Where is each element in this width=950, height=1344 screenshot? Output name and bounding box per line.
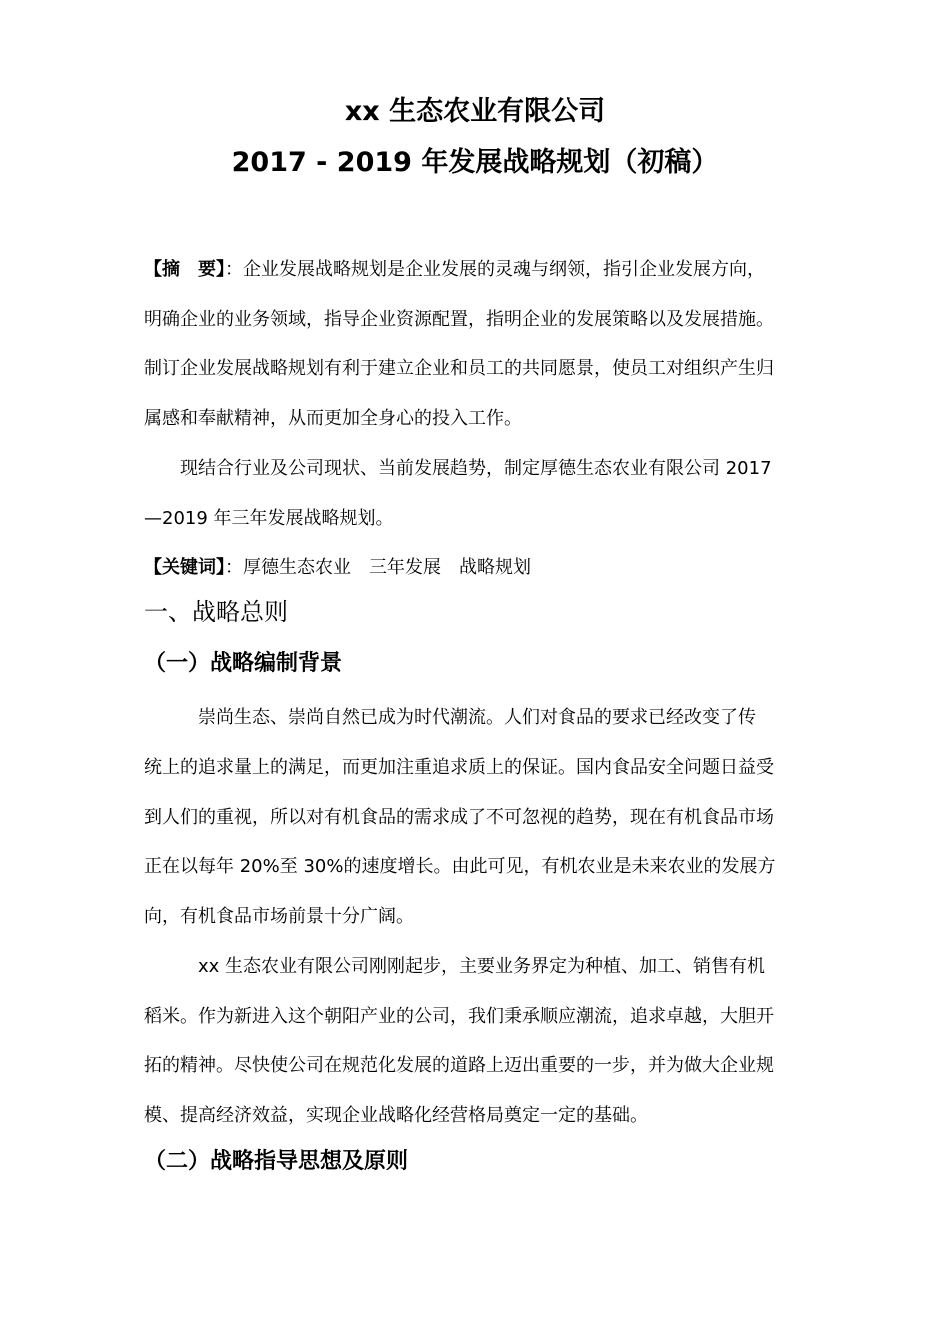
abstract-text-1: 企业发展战略规划是企业发展的灵魂与纲领，指引企业发展方向， bbox=[243, 259, 765, 280]
background-para2-line-1: xx 生态农业有限公司刚刚起步，主要业务界定为种植、加工、销售有机 bbox=[144, 956, 766, 977]
abstract-para2-line-2: —2019 年三年发展战略规划。 bbox=[144, 508, 394, 529]
keyword-item: 厚德生态农业 bbox=[243, 557, 351, 578]
document-title-plan: 2017 - 2019 年发展战略规划（初稿） bbox=[231, 147, 719, 178]
keywords-label: 【关键词】 bbox=[144, 557, 225, 578]
background-para1-line-4: 正在以每年 20%至 30%的速度增长。由此可见，有机农业是未来农业的发展方 bbox=[144, 856, 776, 877]
background-para1-line-1: 崇尚生态、崇尚自然已成为时代潮流。人们对食品的要求已经改变了传 bbox=[144, 707, 756, 728]
background-para1-line-2: 统上的追求量上的满足，而更加注重追求质上的保证。国内食品安全问题日益受 bbox=[144, 757, 774, 778]
background-para2-line-4: 模、提高经济效益，实现企业战略化经营格局奠定一定的基础。 bbox=[144, 1105, 648, 1126]
abstract-line-2: 明确企业的业务领域，指导企业资源配置，指明企业的发展策略以及发展措施。 bbox=[144, 309, 774, 330]
background-para2-line-3: 拓的精神。尽快使公司在规范化发展的道路上迈出重要的一步，并为做大企业规 bbox=[144, 1055, 774, 1076]
abstract-line-4: 属感和奉献精神，从而更加全身心的投入工作。 bbox=[144, 408, 522, 429]
abstract-para2-line-1: 现结合行业及公司现状、当前发展趋势，制定厚德生态农业有限公司 2017 bbox=[144, 458, 772, 479]
background-para1-line-3: 到人们的重视，所以对有机食品的需求成了不可忽视的趋势，现在有机食品市场 bbox=[144, 807, 774, 828]
abstract-line-1 bbox=[144, 258, 765, 282]
background-para1-line-5: 向，有机食品市场前景十分广阔。 bbox=[144, 906, 414, 927]
subsection-heading-background: （一）战略编制背景 bbox=[144, 651, 343, 676]
subsection-heading-guiding-principles: （二）战略指导思想及原则 bbox=[144, 1149, 409, 1174]
keywords-line bbox=[144, 556, 531, 580]
background-para2-line-2: 稻米。作为新进入这个朝阳产业的公司，我们秉承顺应潮流，追求卓越，大胆开 bbox=[144, 1006, 774, 1027]
document-title-company: xx 生态农业有限公司 bbox=[344, 96, 606, 127]
abstract-sep: ： bbox=[225, 259, 243, 280]
keywords-sep: ： bbox=[225, 557, 243, 578]
abstract-line-3: 制订企业发展战略规划有利于建立企业和员工的共同愿景，使员工对组织产生归 bbox=[144, 358, 774, 379]
abstract-label: 【摘 要】 bbox=[144, 259, 225, 280]
section-heading: 一、战略总则 bbox=[144, 598, 288, 626]
keyword-item: 三年发展 bbox=[369, 557, 441, 578]
keyword-item: 战略规划 bbox=[459, 557, 531, 578]
